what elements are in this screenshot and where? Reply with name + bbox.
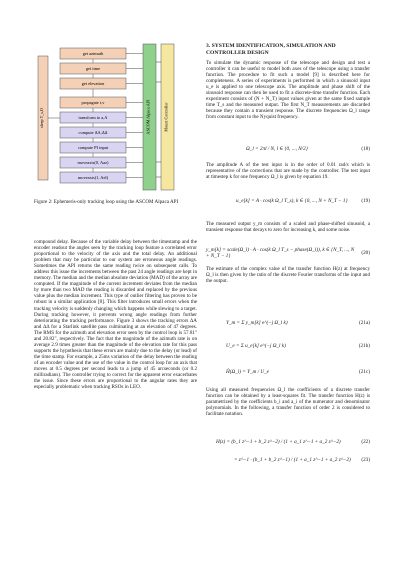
step-label: get elevation [81,81,105,86]
paragraph-2: The amplitude A of the test input is in the order of 0.01 rad/s which is representative of the corrections that are made by the controller. The test input at timestep k for one frequency Ω_l is given by equation 19. [206,162,370,181]
step-label: propagate t,v [81,100,105,105]
step-label: compute PI input [77,145,109,150]
left-body-text: compound delay. Because of the variable delay between the timestamp and the encoder readout the angles seen by the tracking loop feature a correlated error proportional to the velocity of the axis and the total delay. An additional problem that may be particular to our system are erroneous angle readings. Sometimes the API returns the same reading twice on subsequent calls. To address this issue the increments between the past 24 angle readings are kept in memory. The median and the median absolute deviation (MAD) of the array are computed. If the magnitude of the current increment deviates from the median by more than two MAD the reading is discarded and replaced by the previous value plus the median increment. This type of outlier filtering has proven to be robust in a similar application [8]. This filter introduces small errors when the tracking velocity is suddenly changing which happens while slewing to a target. During tracking however, it prevents wrong angle readings from further deteriorating the tracking performance. Figure 3 shows the tracking errors ΔA and ΔΔ for a Starlink satellite pass culminating at an elevation of 47 degrees. The RMS for the azimuth and elevation error seen by the control loop is 57.81" and 20.82", respectively. The fact that the magnitude of the azimuth rate is on average 2.9 times greater than the magnitude of the elevation rate for this pass supports the hypothesis that these errors are mainly due to the delay (or lead) of the time stamp. For example, a 25ms variation of the delay between the reading of an encoder value and the use of the value in the control loop for an axis that moves at 0.5 degrees per second leads to a jump of 45 arcseconds (or 0.2 milliradians). The controller trying to correct for the apparent error exacerbates the issue. Since these errors are proportional to the angular rates they are especially problematic when tracking RSOs in LEO. [34,239,197,391]
mount-controller-label: Mount Controller [163,102,169,132]
step-label: transform to a,A [78,115,108,120]
sleep-label: sleep T_s,O [39,108,44,128]
step-label: get time [85,66,101,71]
paragraph-3: The measured output y_m consists of a scaled and phase-shifted sinusoid, a transient response that decays to zero for increasing k, and some noise. [206,221,370,234]
section-heading: 3. SYSTEM IDENTIFICATION, SIMULATION AND CONTROLLER DESIGN [206,43,336,56]
tracking-loop-diagram [36,42,186,192]
paragraph-1: To simulate the dynamic response of the telescope and design and test a controller it can be useful to model both axes of the telescope using a transfer function. The procedure to fit such a model [9] is described here for completeness. A series of experiments is performed in which a sinusoid input u_e is applied to one telescope axis. The amplitude and phase shift of the sinusoid response can then be used to fit a discrete-time transfer function. Each experiment consists of (N + N_T) input values given at the same fixed sample time T_s and the measured output. The first N_T measurements are discarded because they contain a transient response. The discrete frequencies Ω_l range from constant input to the Nyquist frequency. [206,60,370,121]
paragraph-5: Using all measured frequencies Ω_l the coefficients of a discrete transfer function can be obtained by a least-squares fit. The transfer function H(z) is parametrized by the coefficients b_i and a_i of the numerator and denominator polynomials. In the following, a transfer function of order 2 is considered to facilitate notation. [206,387,370,418]
step-label: moveaxis(0, Aaz) [77,160,109,165]
ascom-api-label: ASCOM Alpaca API [145,99,151,135]
step-label: get azimuth [82,51,104,56]
paragraph-4: The estimate of the complex value of the transfer function H(z) at frequency Ω_l is then given by the ratio of the discrete Fourier transforms of the input and the output. [206,266,370,285]
step-boxes [48,48,143,183]
step-label: moveaxis(1, Ael) [77,175,109,180]
step-label: compute ΔA,ΔΔ [78,130,108,135]
figure-caption: Figure 2: Ephemeris-only tracking loop using the ASCOM Alpaca API [34,199,179,205]
